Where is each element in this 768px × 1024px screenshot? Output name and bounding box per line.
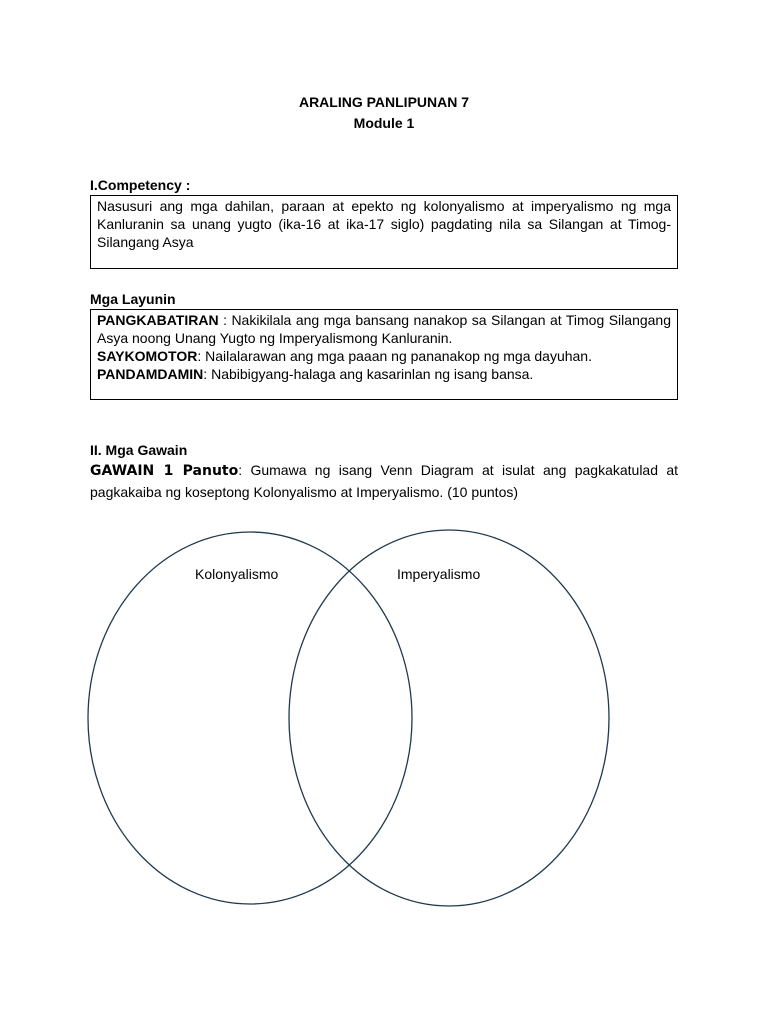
layunin-label: PANDAMDAMIN xyxy=(97,366,204,382)
gawain-instruction: : Gumawa ng isang Venn Diagram at isulat ang pagkakatulad at pagkakaiba ng koseptong Kolonyalismo at Imperyalismo. (10 puntos) xyxy=(90,462,679,500)
venn-circle-right xyxy=(289,530,609,906)
venn-label-kolonyalismo: Kolonyalismo xyxy=(195,566,279,582)
layunin-separator: : xyxy=(218,312,232,328)
document-title: ARALING PANLIPUNAN 7 xyxy=(298,94,470,110)
gawain-label: GAWAIN 1 Panuto xyxy=(90,463,239,479)
layunin-label: PANGKABATIRAN xyxy=(97,312,219,328)
layunin-label: SAYKOMOTOR xyxy=(97,348,198,364)
competency-text: Nasusuri ang mga dahilan, paraan at epekto ng kolonyalismo at imperyalismo ng mga Kanluranin sa unang yugto (ika-16 at ika-17 siglo) pagdating nila sa Silangan at Timog-Silangang Asya xyxy=(97,198,671,250)
venn-label-imperyalismo: Imperyalismo xyxy=(397,566,481,582)
layunin-separator: : xyxy=(203,366,212,382)
gawain-heading: II. Mga Gawain xyxy=(90,442,188,458)
layunin-separator: : xyxy=(197,348,206,364)
venn-circle-left xyxy=(88,532,412,904)
layunin-heading: Mga Layunin xyxy=(90,291,176,307)
document-subtitle: Module 1 xyxy=(353,115,415,131)
layunin-text: Nabibigyang-halaga ang kasarinlan ng isang bansa. xyxy=(211,366,534,382)
layunin-text: Nailalarawan ang mga paaan ng pananakop ng mga dayuhan. xyxy=(205,348,592,364)
layunin-text: Nakikilala ang mga bansang nanakop sa Silangan at Timog Silangang Asya noong Unang Yugto ng Imperyalismong Kanluranin. xyxy=(97,312,671,346)
competency-heading: I.Competency : xyxy=(90,177,191,193)
